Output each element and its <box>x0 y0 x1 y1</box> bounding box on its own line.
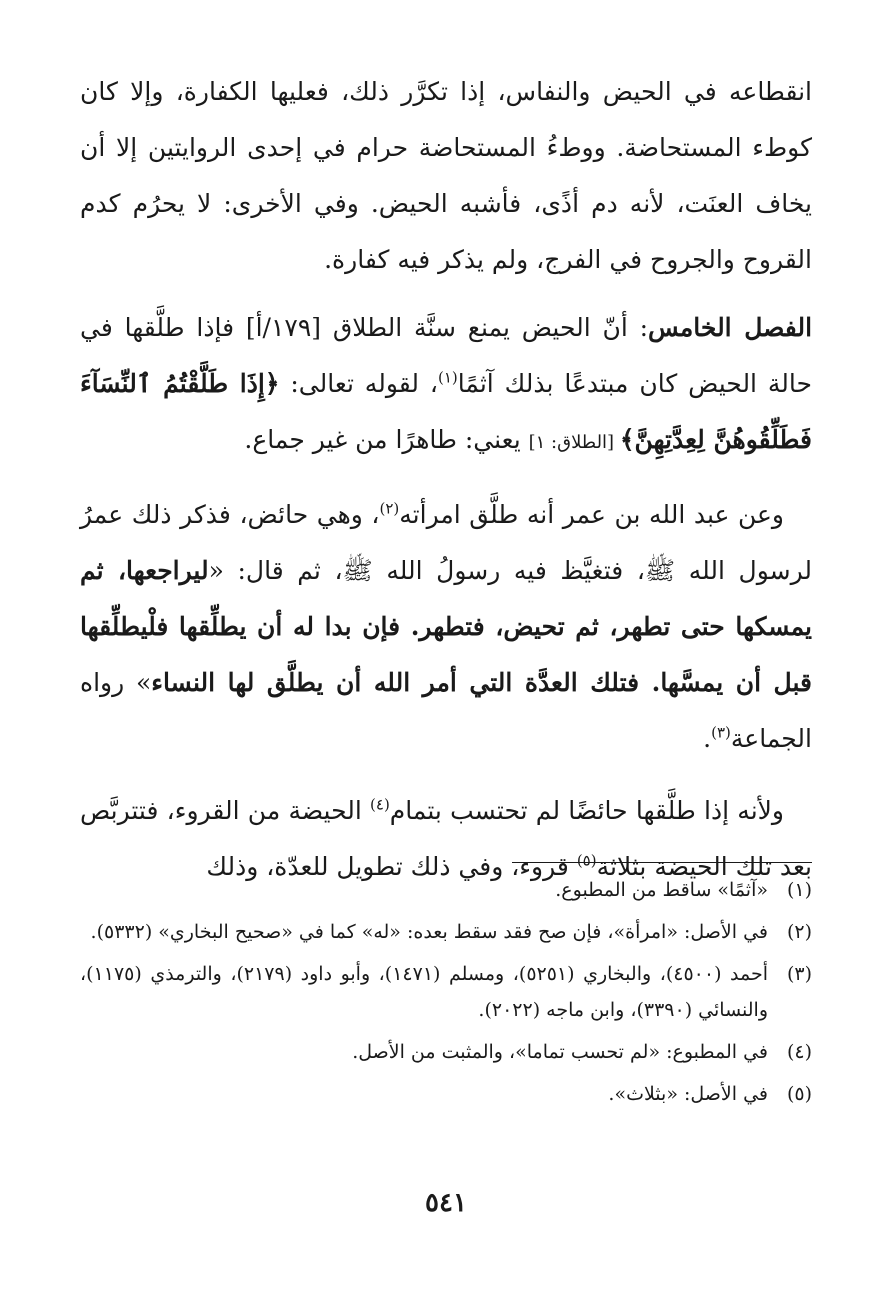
text-segment: يعني: طاهرًا من غير جماع. <box>244 425 529 454</box>
paragraph-1: انقطاعه في الحيض والنفاس، إذا تكرَّر ذلك، فعليها الكفارة، وإلا كان كوطء المستحاضة. ووطءُ المستحاضة حرام في إحدى الروايتين إلا أن يخاف العنَت، لأنه دم أذًى، فأشبه الحيض. وفي الأخرى: لا يحرُم كدم القروح والجروح في الفرج، ولم يذكر فيه كفارة. <box>80 77 812 274</box>
footnote-1 <box>80 872 812 908</box>
text-segment: ولأنه إذا طلَّقها حائضًا لم تحتسب بتمام <box>389 796 785 825</box>
page-number: ٥٤١ <box>425 1188 467 1218</box>
verse-reference: [الطلاق: ١] <box>528 432 620 453</box>
footnote-divider <box>512 862 812 863</box>
section-heading: الفصل الخامس <box>648 313 813 342</box>
hadith-quote: ليراجعها، ثم يمسكها حتى تطهر، ثم تحيض، فتطهر. فإن بدا له أن يطلِّقها فلْيطلِّقها قبل أن يمسَّها. فتلك العدَّة التي أمر الله أن يطلَّق لها النساء <box>80 556 812 697</box>
footnote-number: (١) <box>786 879 812 901</box>
main-text <box>80 64 812 895</box>
footnote-4 <box>80 1034 812 1070</box>
text-segment: » رواه الجماعة <box>80 668 812 753</box>
text-segment: قروء، وفي ذلك تطويل للعدّة، وذلك <box>206 852 577 881</box>
text-segment: الحيضة من القروء، فتتربَّص بعد تلك الحيضة بثلاثة <box>80 796 812 881</box>
footnote-text: في الأصل: «بثلاث». <box>608 1083 768 1105</box>
footnote-number: (٥) <box>786 1083 812 1105</box>
text-segment: : أنّ الحيض يمنع سنَّة الطلاق [١٧٩/أ] فإذا طلَّقها في حالة الحيض كان مبتدعًا بذلك آثمًا <box>80 313 812 398</box>
footnote-ref-3[interactable]: (٣) <box>711 723 731 742</box>
footnote-2 <box>80 914 812 950</box>
footnote-5 <box>80 1076 812 1112</box>
footnotes-section <box>80 872 812 1118</box>
footnote-text: «آثمًا» ساقط من المطبوع. <box>555 879 768 901</box>
footnote-text: في الأصل: «امرأة»، فإن صح فقد سقط بعده: «له» كما في «صحيح البخاري» (٥٣٣٢). <box>90 921 768 943</box>
footnote-number: (٣) <box>786 963 812 985</box>
paragraph-2 <box>80 300 812 471</box>
footnote-number: (٢) <box>786 921 812 943</box>
quran-verse: ﴿إِذَا طَلَّقْتُمُ ٱلنِّسَآءَ فَطَلِّقُوهُنَّ لِعِدَّتِهِنَّ﴾ <box>80 369 812 454</box>
footnote-number: (٤) <box>786 1041 812 1063</box>
footnote-ref-2[interactable]: (٢) <box>379 499 400 518</box>
text-segment: ، لقوله تعالى: <box>279 369 438 398</box>
text-segment: ، وهي حائض، فذكر ذلك عمرُ لرسول الله ﷺ، فتغيَّظ فيه رسولُ الله ﷺ، ثم قال: « <box>80 500 812 585</box>
footnote-ref-1[interactable]: (١) <box>437 368 458 387</box>
footnote-text: في المطبوع: «لم تحسب تماما»، والمثبت من الأصل. <box>352 1041 768 1063</box>
footnote-ref-5[interactable]: (٥) <box>576 851 597 870</box>
text-segment: . <box>703 724 712 753</box>
footnote-ref-4[interactable]: (٤) <box>370 795 390 814</box>
text-segment: وعن عبد الله بن عمر أنه طلَّق امرأته <box>399 500 784 529</box>
paragraph-3 <box>80 487 812 767</box>
footnote-3 <box>80 956 812 1028</box>
footnote-text: أحمد (٤٥٠٠)، والبخاري (٥٢٥١)، ومسلم (١٤٧١)، وأبو داود (٢١٧٩)، والترمذي (١١٧٥)، والنسائي (٣٣٩٠)، وابن ماجه (٢٠٢٢). <box>80 963 769 1021</box>
